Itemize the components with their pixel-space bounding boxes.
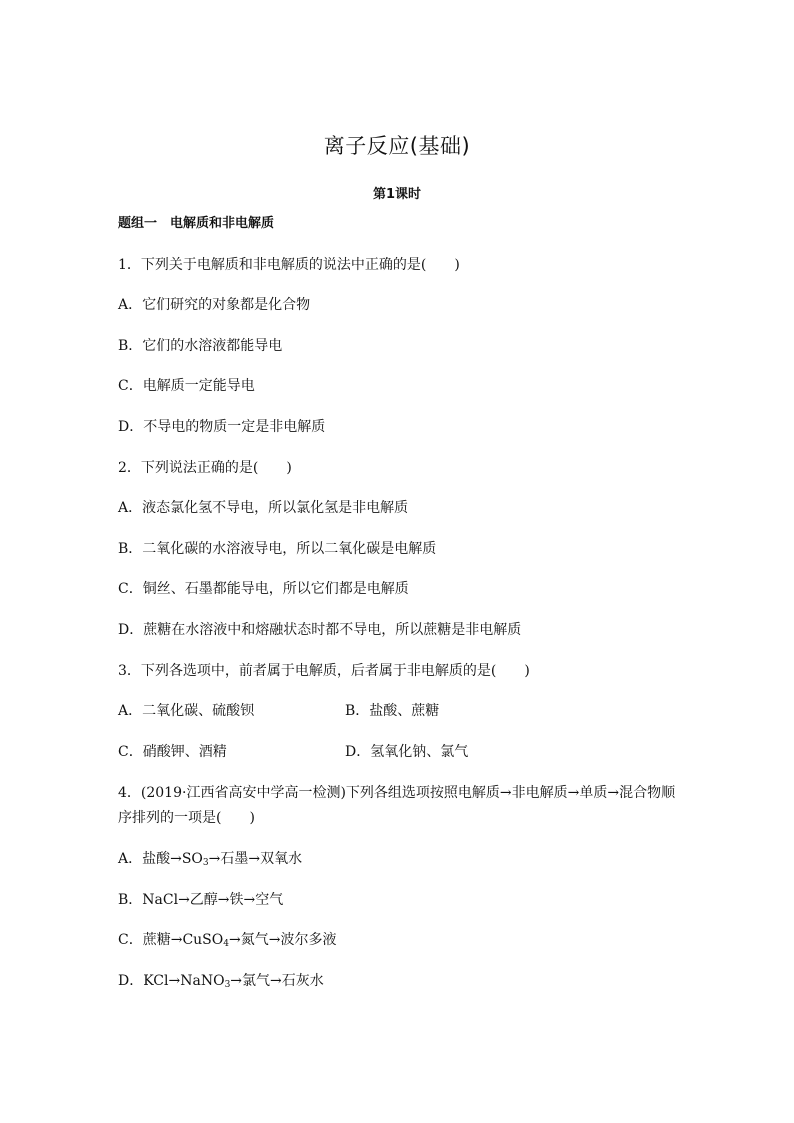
q1-option-d: D．不导电的物质一定是非电解质: [118, 419, 326, 435]
q4-stem-line2: 序排列的一项是( ): [118, 810, 255, 826]
q4-option-b: [118, 890, 283, 910]
q3-option-a: A．二氧化碳、硫酸钡: [118, 703, 255, 719]
q1-option-c: C．电解质一定能导电: [118, 378, 255, 394]
q3-stem: 3．下列各选项中，前者属于电解质，后者属于非电解质的是( ): [118, 663, 530, 679]
q4-d-part1: D．KCl→NaNO: [118, 973, 225, 989]
q4-c-part2: →氮气→波尔多液: [228, 932, 337, 948]
q4-a-part1: A．盐酸→SO: [118, 851, 203, 867]
q3-option-b: B．盐酸、蔗糖: [345, 703, 440, 719]
q2-option-b: B．二氧化碳的水溶液导电，所以二氧化碳是电解质: [118, 541, 437, 557]
q4-stem-line1: 4．(2019·江西省高安中学高一检测)下列各组选项按照电解质→非电解质→单质→混合物顺: [118, 785, 676, 801]
q4-b-text: B．NaCl→乙醇→铁→空气: [118, 892, 284, 908]
q4-a-subscript: 3: [202, 858, 209, 868]
q4-c-subscript: 4: [223, 939, 229, 949]
q2-option-c: C．铜丝、石墨都能导电，所以它们都是电解质: [118, 581, 409, 597]
q4-d-part2: →氯气→石灰水: [230, 973, 324, 989]
q4-option-c: [118, 930, 336, 954]
lesson-label: 第1课时: [372, 187, 422, 202]
q3-option-d: D．氢氧化钠、氯气: [345, 744, 469, 760]
q3-option-c: C．硝酸钾、酒精: [118, 744, 227, 760]
section-heading: 题组一 电解质和非电解质: [118, 216, 275, 231]
q4-c-part1: C．蔗糖→CuSO: [118, 932, 224, 948]
q1-option-a: A．它们研究的对象都是化合物: [118, 297, 311, 313]
q4-d-subscript: 3: [224, 980, 231, 990]
q2-option-d: D．蔗糖在水溶液中和熔融状态时都不导电，所以蔗糖是非电解质: [118, 622, 522, 638]
q4-a-part2: →石墨→双氧水: [208, 851, 303, 867]
q2-option-a: A．液态氯化氢不导电，所以氯化氢是非电解质: [118, 500, 409, 516]
q1-stem: 1．下列关于电解质和非电解质的说法中正确的是( ): [118, 257, 460, 273]
q4-option-d: [118, 971, 324, 995]
q1-option-b: B．它们的水溶液都能导电: [118, 338, 283, 354]
document-title: 离子反应(基础): [323, 134, 471, 158]
q4-option-a: [118, 849, 302, 873]
q2-stem: 2．下列说法正确的是( ): [118, 460, 292, 476]
